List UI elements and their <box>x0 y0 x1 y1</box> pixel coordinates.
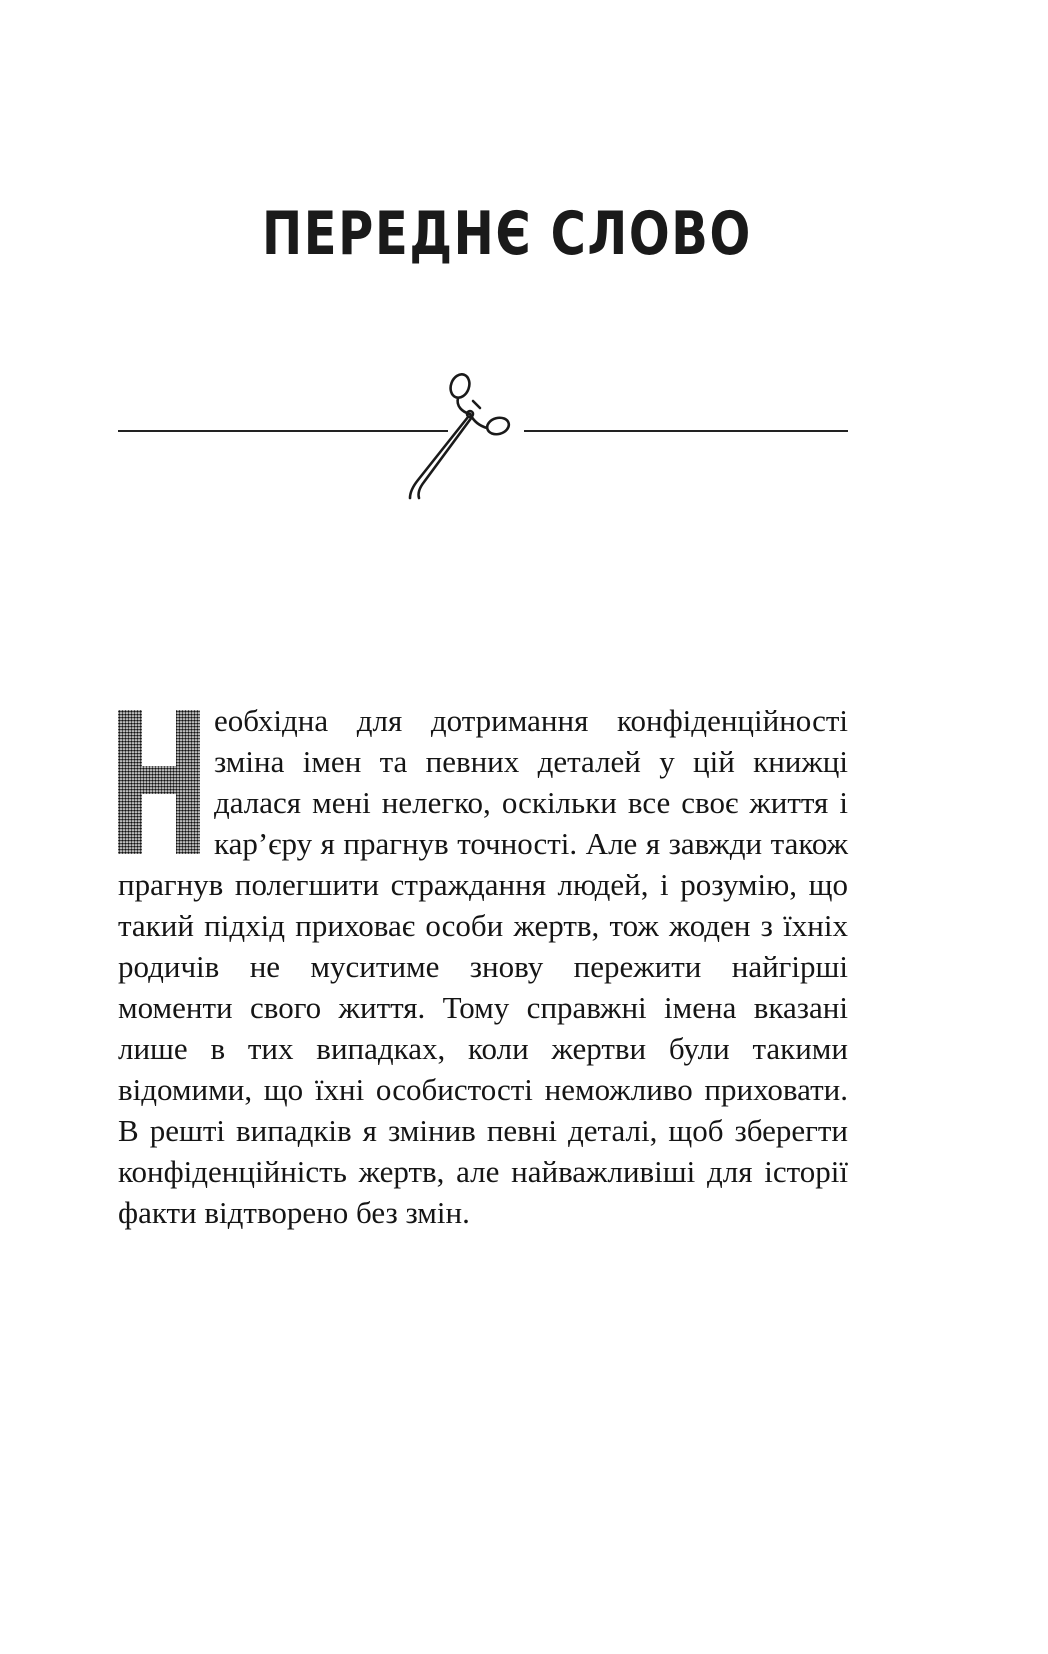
chapter-ornament <box>118 368 848 528</box>
dropcap-letter <box>118 854 119 855</box>
body-text: еобхідна для дотримання конфіденційності зміна імен та певних деталей у цій книжці далася мені нелегко, оскільки все своє життя і кар’єру я прагнув точності. Але я завжди також прагнув полегшити страждання людей, і розумію, що такий підхід приховає особи жертв, тож жоден з їхніх родичів не муситиме знову пережити найгірші моменти свого життя. Тому справжні імена вказані лише в тих випадках, коли жертви були такими відомими, що їхні особистості неможливо приховати. В решті випадків я змінив певні деталі, щоб зберегти конфіденційність жертв, але найважливіші для історії факти відтворено без змін. <box>118 703 848 1230</box>
ornament-svg <box>118 368 848 528</box>
hemostat-forceps-icon <box>410 372 511 498</box>
chapter-title: ПЕРЕДНЄ СЛОВО <box>262 199 752 269</box>
dropcap <box>118 710 200 854</box>
dropcap-letter-graphic <box>118 710 200 854</box>
body-paragraph <box>118 700 848 1233</box>
